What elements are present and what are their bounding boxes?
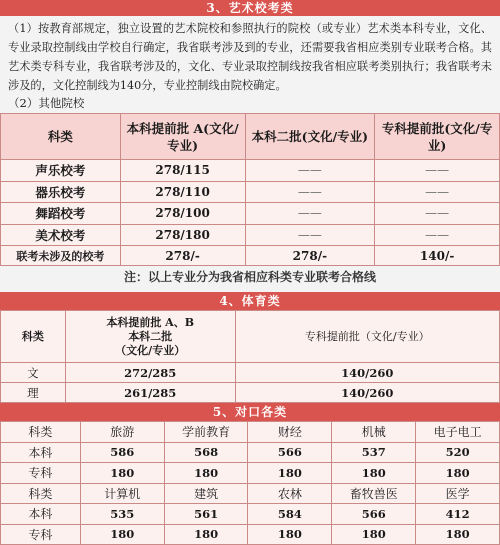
header-cell: 电子电工	[416, 422, 500, 443]
table-cell: 272/285	[65, 363, 235, 383]
table-header-row	[1, 483, 500, 504]
row-label: 联考未涉及的校考	[1, 246, 121, 266]
row-label: 专科	[1, 463, 81, 484]
table-cell: 566	[248, 442, 332, 463]
header-cell: 建筑	[164, 483, 248, 504]
table-cell: 180	[80, 463, 164, 484]
table-cell: 140/260	[235, 383, 499, 403]
section3-title: 3、艺术校考类	[206, 1, 294, 15]
header-cell: 专科提前批(文化/专业)	[375, 114, 500, 160]
table-cell: 180	[80, 524, 164, 545]
table-cell: 566	[332, 504, 416, 525]
section3-subtitle: （2）其他院校	[8, 96, 85, 110]
table-header-row	[1, 422, 500, 443]
header-cell: 科类	[1, 114, 121, 160]
table-cell: ——	[245, 203, 375, 225]
header-cell: 本科二批(文化/专业)	[245, 114, 375, 160]
table-row	[1, 463, 500, 484]
table-cell: 278/180	[120, 224, 245, 246]
table-cell: 180	[332, 463, 416, 484]
table-cell: 278/110	[120, 181, 245, 203]
header-cell: 畜牧兽医	[332, 483, 416, 504]
table-cell: 180	[332, 524, 416, 545]
table-cell: 180	[248, 524, 332, 545]
section4-title-band	[0, 292, 500, 310]
table-row	[1, 363, 500, 383]
section3-paragraph: （1）按教育部规定，独立设置的艺术院校和参照执行的院校（或专业）艺术类本科专业，文化、专业录取控制线由学校自行确定，我省联考涉及到的专业，还需要我省相应类别专业联考合格。其艺术类专科专业，我省联考涉及的，文化、专业录取控制线按我省相应联考类别执行；我省联考未涉及的，文化控制线为140分，专业控制线由院校确定。	[8, 22, 492, 92]
header-cell: 计算机	[80, 483, 164, 504]
table-cell: 278/-	[245, 246, 375, 266]
table-cell: 180	[416, 463, 500, 484]
section3-note: 注：以上专业分为我省相应科类专业联考合格线	[123, 270, 376, 284]
table-row	[1, 246, 500, 266]
row-label: 声乐校考	[1, 160, 121, 182]
header-cell: 本科提前批 A、B 本科二批 （文化/专业）	[65, 311, 235, 363]
table-cell: 568	[164, 442, 248, 463]
table-cell: ——	[375, 160, 500, 182]
table-row	[1, 524, 500, 545]
table-cell: 180	[248, 463, 332, 484]
header-cell: 科类	[1, 483, 81, 504]
table-row	[1, 383, 500, 403]
vocational-table	[0, 421, 500, 545]
header-cell: 专科提前批（文化/专业）	[235, 311, 499, 363]
table-cell: 278/100	[120, 203, 245, 225]
table-row	[1, 203, 500, 225]
table-row	[1, 160, 500, 182]
row-label: 本科	[1, 504, 81, 525]
row-label: 文	[1, 363, 66, 383]
table-cell: 520	[416, 442, 500, 463]
table-cell: 180	[164, 463, 248, 484]
header-cell: 财经	[248, 422, 332, 443]
table-cell: 412	[416, 504, 500, 525]
header-cell: 旅游	[80, 422, 164, 443]
table-row	[1, 504, 500, 525]
table-cell: 278/-	[120, 246, 245, 266]
header-cell: 科类	[1, 311, 66, 363]
row-label: 美术校考	[1, 224, 121, 246]
table-cell: ——	[245, 160, 375, 182]
table-header-row	[1, 311, 500, 363]
section5-title-band	[0, 403, 500, 421]
table-cell: 586	[80, 442, 164, 463]
row-label: 器乐校考	[1, 181, 121, 203]
table-cell: 535	[80, 504, 164, 525]
row-label: 专科	[1, 524, 81, 545]
table-cell: 180	[416, 524, 500, 545]
header-cell: 机械	[332, 422, 416, 443]
row-label: 理	[1, 383, 66, 403]
table-cell: 584	[248, 504, 332, 525]
table-cell: 140/-	[375, 246, 500, 266]
header-cell: 学前教育	[164, 422, 248, 443]
table-header-row	[1, 114, 500, 160]
table-cell: ——	[375, 224, 500, 246]
section3-title-band	[0, 0, 500, 16]
table-cell: ——	[245, 181, 375, 203]
table-cell: 261/285	[65, 383, 235, 403]
table-cell: 180	[164, 524, 248, 545]
table-cell: ——	[375, 181, 500, 203]
row-label: 本科	[1, 442, 81, 463]
table-cell: 561	[164, 504, 248, 525]
table-cell: 537	[332, 442, 416, 463]
sports-table	[0, 310, 500, 403]
table-cell: ——	[245, 224, 375, 246]
row-label: 舞蹈校考	[1, 203, 121, 225]
table-cell: 278/115	[120, 160, 245, 182]
header-cell: 科类	[1, 422, 81, 443]
table-cell: 140/260	[235, 363, 499, 383]
header-cell: 本科提前批 A(文化/专业)	[120, 114, 245, 160]
section5-title: 5、对口各类	[212, 405, 288, 419]
header-cell: 医学	[416, 483, 500, 504]
table-row	[1, 181, 500, 203]
table-row	[1, 442, 500, 463]
table-row	[1, 224, 500, 246]
art-exam-table	[0, 113, 500, 266]
table-cell: ——	[375, 203, 500, 225]
header-cell: 农林	[248, 483, 332, 504]
section4-title: 4、体育类	[219, 294, 281, 308]
